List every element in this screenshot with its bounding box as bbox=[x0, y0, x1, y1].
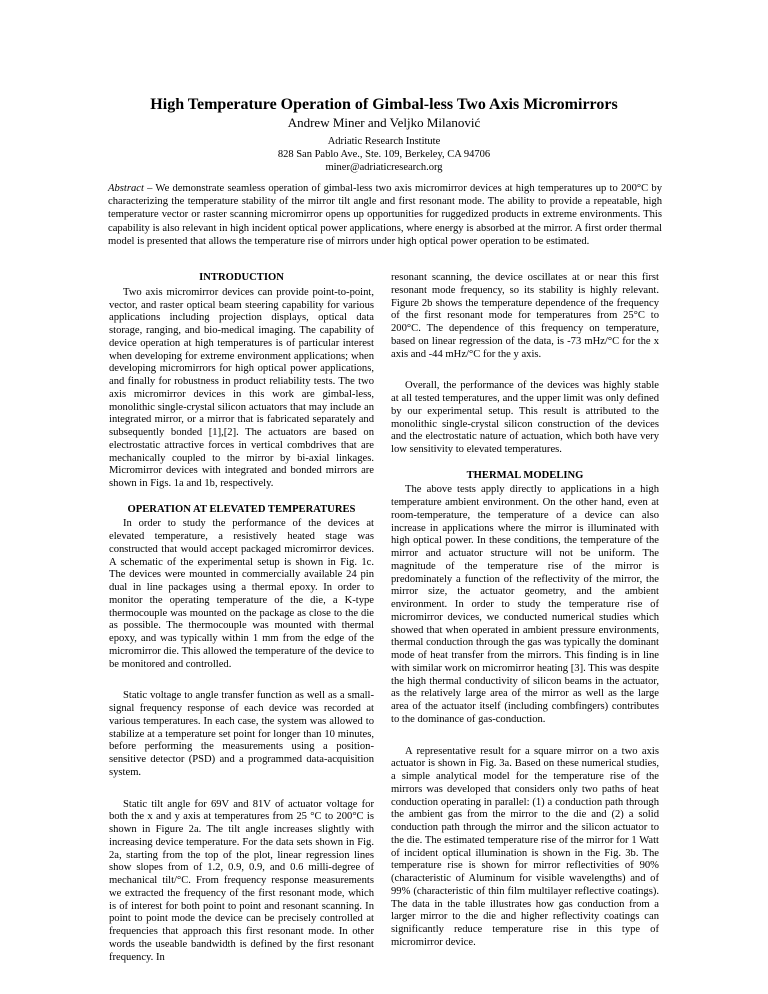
paper-title: High Temperature Operation of Gimbal-less Two Axis Micromirrors bbox=[150, 96, 618, 113]
abstract-text: – We demonstrate seamless operation of gimbal-less two axis micromirror devices at high temperatures up to 200°C by characterizing the temperature stability of the mirror tilt angle and first resonant mode. The ability to provide a repeatable, high temperature vector or raster scanning micromirror opens up opportunities for ruggedized products in extreme environments. This capability is also relevant in high incident optical power applications, where energy is absorbed at the mirror. A first order thermal model is presented that allows the temperature rise of mirrors under high optical power operation to be estimated. bbox=[108, 183, 662, 247]
email: miner@adriaticresearch.org bbox=[325, 162, 443, 173]
affiliation: Adriatic Research Institute bbox=[327, 136, 441, 147]
intro-paragraph-1: Two axis micromirror devices can provide point-to-point, vector, and raster optical beam steering capability for various applications including projection displays, optical data storage, ranging, and bio-medical imaging. The capability of device operation at high temperatures is of particular interest when developing for extreme environment applications; when developing micromirrors for high optical power applications, and finally for robustness in product reliability tests. The two axis micromirror devices in this work are gimbal-less, monolithic single-crystal silicon actuators that may include an integrated mirror, or a mirror that is fabricated separately and subsequently bonded [1],[2]. The actuators are based on electrostatic attractive forces in vertical combdrives that are mechanically coupled to the mirror by bi-axial linkages. Micromirror devices with integrated and bonded mirrors are shown in Figs. 1a and 1b, respectively. bbox=[109, 286, 374, 489]
thermal-heading: THERMAL MODELING bbox=[466, 469, 584, 481]
resonance-paragraph: resonant scanning, the device oscillates at or near this first resonant mode frequency, so its stability is highly relevant. Figure 2b shows the temperature dependence of the frequency of the first resonant mode for temperatures from 25°C to 200°C. The dependence of this frequency on temperature, based on linear regression of the data, is -73 mHz/°C for the x axis and -44 mHz/°C for the y axis. bbox=[391, 272, 659, 360]
right-column bbox=[391, 272, 659, 950]
temperature-paragraph-3: Static tilt angle for 69V and 81V of actuator voltage for both the x and y axis at temperatures from 25 °C to 200°C is shown in Figure 2a. The tilt angle increases slightly with increasing device temperature. For the data sets shown in Fig. 2a, starting from the top of the plot, linear regression lines show slopes from of 1.2, 0.9, 0.9, and 0.6 milli-degree of mechanical tilt/°C. From frequency response measurements we extracted the frequency of the first resonant mode, which is of interest for both point to point and resonant scanning. In point to point mode the device can be precisely controlled at frequencies that approach this first resonant mode. In other words the useable bandwidth is defined by the first resonant frequency. In bbox=[109, 798, 374, 963]
address: 828 San Pablo Ave., Ste. 109, Berkeley, CA 94706 bbox=[277, 149, 491, 160]
thermal-paragraph-2: A representative result for a square mirror on a two axis actuator is shown in Fig. 3a. Based on these numerical studies, a simple analytical model for the temperature rise of the mirrors was developed that considers only two paths of heat conduction operating in parallel: (1) a conduction path through the ambient gas from the mirror to the die and (2) a solid conduction path through the mirror and the silicon actuator to the die. The estimated temperature rise of the mirror for 1 Watt of incident optical illumination is shown in the Fig. 3b. The temperature rise is shown for mirror reflectivities of 90% (characteristic of Aluminum for visible wavelengths) and of 99% (characteristic of thin film multilayer reflective coatings). The data in the table illustrates how gas conduction from a larger mirror to the die and higher reflectivity coatings can significantly reduce temperature rise in this type of micromirror device. bbox=[391, 745, 659, 948]
abstract-label: Abstract bbox=[108, 183, 144, 194]
temperature-heading: OPERATION AT ELEVATED TEMPERATURES bbox=[127, 503, 356, 515]
abstract bbox=[108, 182, 662, 248]
intro-heading: INTRODUCTION bbox=[199, 272, 284, 283]
performance-paragraph: Overall, the performance of the devices was highly stable at all tested temperatures, and the upper limit was only defined by our experimental setup. This result is attributed to the monolithic single-crystal silicon construction of the devices and the electrostatic nature of actuation, which both have very low sensitivity to elevated temperatures. bbox=[391, 380, 659, 455]
thermal-paragraph-1: The above tests apply directly to applications in a high temperature ambient environment. On the other hand, even at room-temperature, the temperature of a device can also increase in applications where the mirror is illuminated with high optical power. In these conditions, the temperature of the mirror and actuator structure will not be uniform. The magnitude of the temperature rise of the mirror is predominately a function of the reflectivity of the mirror, the mirror size, the actuator geometry, and the ambient environment. In order to study the temperature rise of micromirror devices, we conducted numerical studies which showed that when operated in ambient pressure environments, thermal conduction through the gas was typically the dominant mode of heat transfer from the mirrors. This finding is in line with similar work on micromirror heating [3]. This was despite the high thermal conductivity of silicon beams in the actuator, as the relatively large area of the mirror as well as the large area of the actuator itself (including combfingers) contributes to the dominance of gas-conduction. bbox=[391, 484, 659, 725]
temperature-paragraph-2: Static voltage to angle transfer function as well as a small-signal frequency response of each device was recorded at various temperatures. In each case, the system was allowed to stabilize at a temperature set point for longer than 10 minutes, before performing the measurements using a position-sensitive detector (PSD) and a programmed data-acquisition system. bbox=[109, 690, 374, 778]
left-column bbox=[109, 272, 374, 964]
paper-authors: Andrew Miner and Veljko Milanović bbox=[287, 115, 481, 130]
temperature-paragraph-1: In order to study the performance of the devices at elevated temperature, a resistively heated stage was constructed that would accept packaged micromirror devices. A schematic of the experimental setup is shown in Fig. 1c. The devices were mounted in commercially available 24 pin dual in line packages using a thermal epoxy. In order to monitor the operating temperature of the die, a K-type thermocouple was mounted on the package as close to the die as possible. The thermocouple was mounted with thermal epoxy, and was typically within 1 mm from the edge of the micromirror die. This allowed the temperature of the device to be monitored and controlled. bbox=[109, 518, 374, 670]
